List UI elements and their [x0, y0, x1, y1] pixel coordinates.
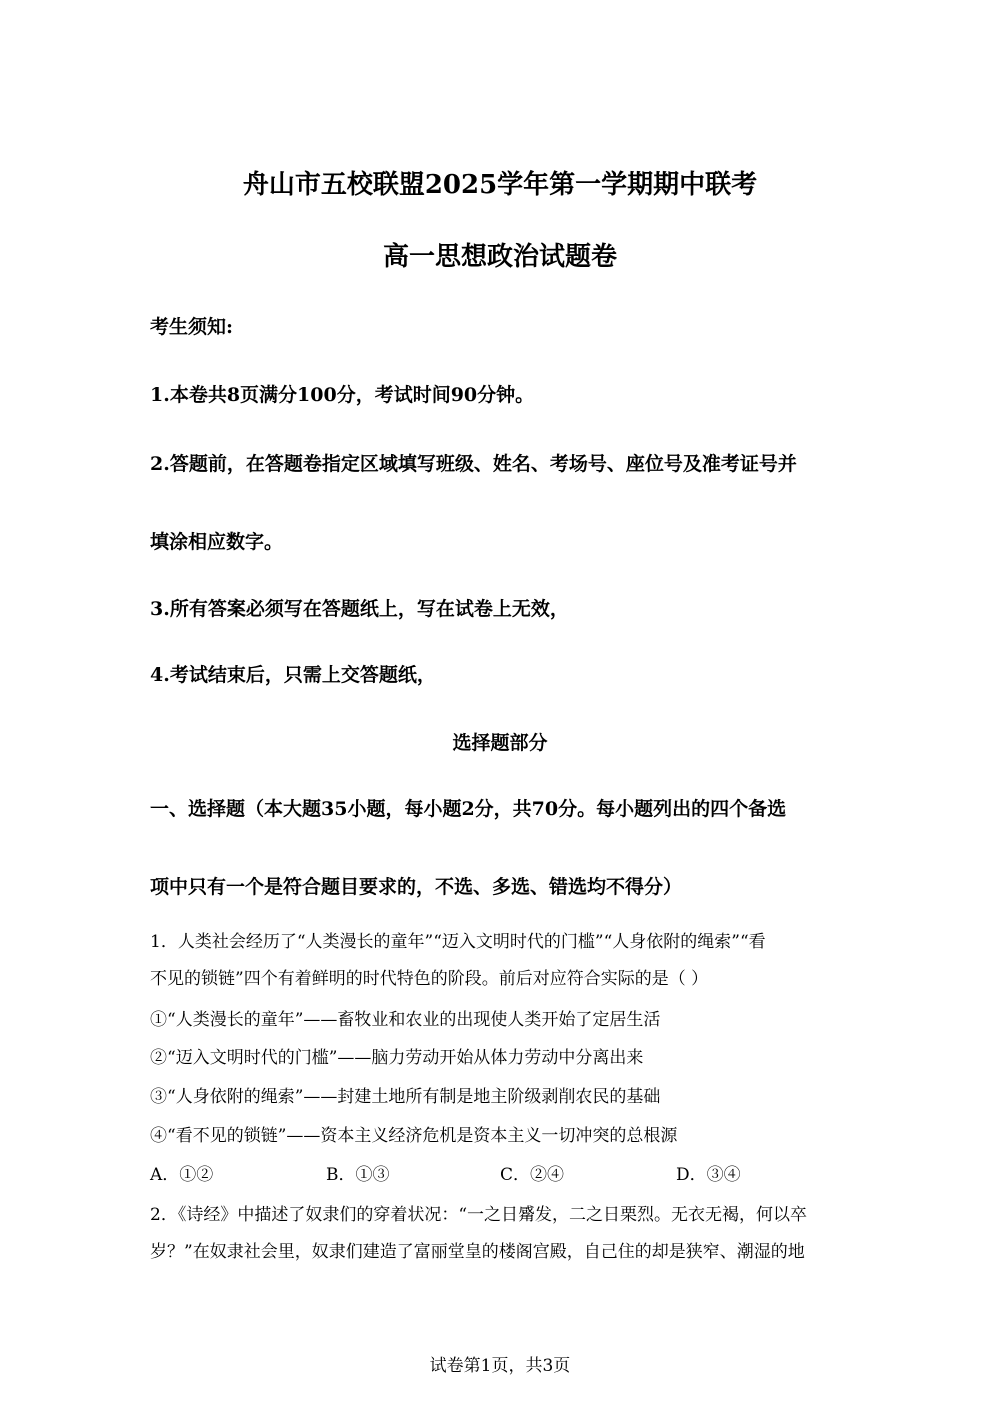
question-1-statement-3: ③“人身依附的绳索”——封建土地所有制是地主阶级剥削农民的基础	[150, 1087, 661, 1107]
question-1-statement-1: ①“人类漫长的童年”——畜牧业和农业的出现使人类开始了定居生活	[150, 1010, 661, 1030]
question-1-option-b: B．①③	[326, 1165, 390, 1185]
exam-subtitle: 高一思想政治试题卷	[382, 242, 617, 272]
section-instruction-line-1: 一、选择题（本大题35小题，每小题2分，共70分。每小题列出的四个备选	[150, 798, 787, 820]
notice-item-4: 4.考试结束后，只需上交答题纸，	[150, 664, 436, 686]
section-instruction-line-2: 项中只有一个是符合题目要求的，不选、多选、错选均不得分）	[150, 876, 683, 898]
question-2-stem-line-1: 2．《诗经》中描述了奴隶们的穿着状况：“一之日觱发，二之日栗烈。无衣无褐，何以卒	[150, 1205, 808, 1225]
question-1-option-a: A．①②	[150, 1165, 214, 1185]
question-1-stem-line-2: 不见的锁链”四个有着鲜明的时代特色的阶段。前后对应符合实际的是（ ）	[150, 969, 709, 989]
question-1-option-d: D．③④	[676, 1165, 741, 1185]
page-footer: 试卷第1页，共3页	[429, 1356, 571, 1376]
notice-item-2-line-2: 填涂相应数字。	[150, 531, 284, 553]
section-heading: 选择题部分	[452, 732, 548, 754]
notice-item-2-line-1: 2.答题前，在答题卷指定区域填写班级、姓名、考场号、座位号及准考证号并	[150, 453, 797, 475]
notice-item-1: 1.本卷共8页满分100分，考试时间90分钟。	[150, 384, 535, 406]
notice-heading: 考生须知:	[150, 316, 234, 338]
question-1-statement-2: ②“迈入文明时代的门槛”——脑力劳动开始从体力劳动中分离出来	[150, 1048, 644, 1068]
question-1-stem-line-1: 1．人类社会经历了“人类漫长的童年”“迈入文明时代的门槛”“人身依附的绳索”“看	[150, 932, 766, 952]
question-2-stem-line-2: 岁？”在奴隶社会里，奴隶们建造了富丽堂皇的楼阁宫殿，自己住的却是狭窄、潮湿的地	[150, 1242, 805, 1262]
question-1-statement-4: ④“看不见的锁链”——资本主义经济危机是资本主义一切冲突的总根源	[150, 1126, 678, 1146]
notice-item-3: 3.所有答案必须写在答题纸上，写在试卷上无效，	[150, 598, 569, 620]
question-1-option-c: C．②④	[500, 1165, 565, 1185]
exam-title: 舟山市五校联盟2025学年第一学期期中联考	[242, 170, 758, 200]
